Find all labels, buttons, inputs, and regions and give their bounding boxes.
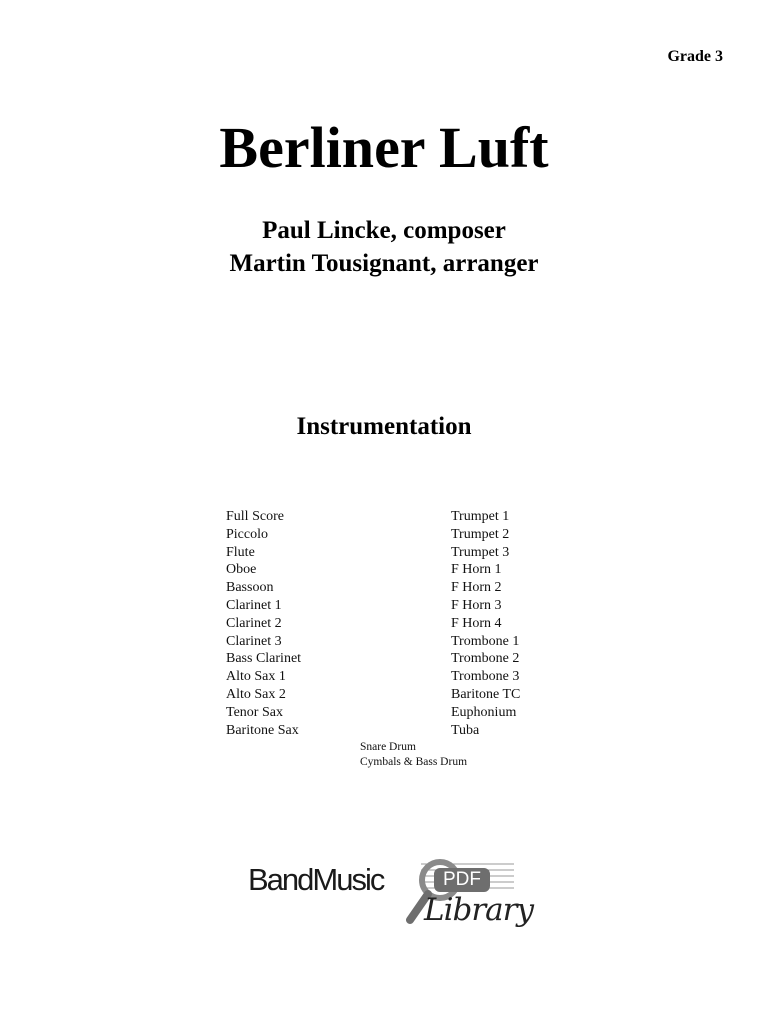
instrument-item: Baritone TC: [451, 686, 521, 702]
instrument-item: Flute: [226, 544, 255, 560]
instrument-item: Trumpet 1: [451, 509, 510, 524]
instrumentation-heading: Instrumentation: [296, 413, 472, 440]
instrument-item: Clarinet 2: [226, 615, 282, 631]
instrument-item: Trumpet 3: [451, 544, 510, 560]
logo-wordmark: BandMusic: [248, 862, 384, 897]
instrument-item: F Horn 3: [451, 597, 502, 613]
instrument-item: Bass Clarinet: [226, 651, 302, 667]
percussion-list: [360, 740, 467, 770]
instrument-item: Piccolo: [226, 526, 268, 542]
instrument-item: Alto Sax 1: [226, 669, 286, 685]
instrument-list-right: [451, 508, 520, 739]
arranger-credit: Martin Tousignant, arranger: [229, 250, 539, 277]
instrument-item: Trombone 2: [451, 651, 520, 667]
instrument-item: Clarinet 1: [226, 597, 282, 613]
instrument-list-left: [226, 508, 301, 739]
instrument-item: Trumpet 2: [451, 526, 510, 542]
instrument-item: Cymbals & Bass Drum: [360, 756, 468, 768]
instrument-item: Tenor Sax: [226, 704, 283, 720]
instrument-item: F Horn 1: [451, 562, 502, 578]
instrument-item: F Horn 2: [451, 580, 502, 596]
grade-label: Grade 3: [667, 48, 723, 65]
logo-pdf-badge: PDF: [434, 868, 490, 892]
instrument-item: F Horn 4: [451, 615, 502, 631]
instrument-item: Oboe: [226, 562, 257, 578]
bandmusic-pdf-library-logo: [246, 852, 533, 952]
instrument-item: Bassoon: [226, 580, 274, 596]
instrument-item: Trombone 1: [451, 633, 520, 649]
credits: [0, 214, 768, 280]
instrument-item: Trombone 3: [451, 669, 520, 685]
instrument-item: Alto Sax 2: [226, 686, 286, 702]
instrument-item: Tuba: [451, 722, 480, 738]
instrument-item: Baritone Sax: [226, 722, 299, 738]
composer-credit: Paul Lincke, composer: [262, 217, 506, 244]
piece-title: Berliner Luft: [219, 115, 549, 180]
logo-library-script: Library: [424, 892, 533, 928]
instrument-item: Full Score: [226, 509, 284, 524]
instrument-item: Snare Drum: [360, 741, 416, 753]
instrument-item: Euphonium: [451, 704, 517, 720]
instrument-item: Clarinet 3: [226, 633, 282, 649]
